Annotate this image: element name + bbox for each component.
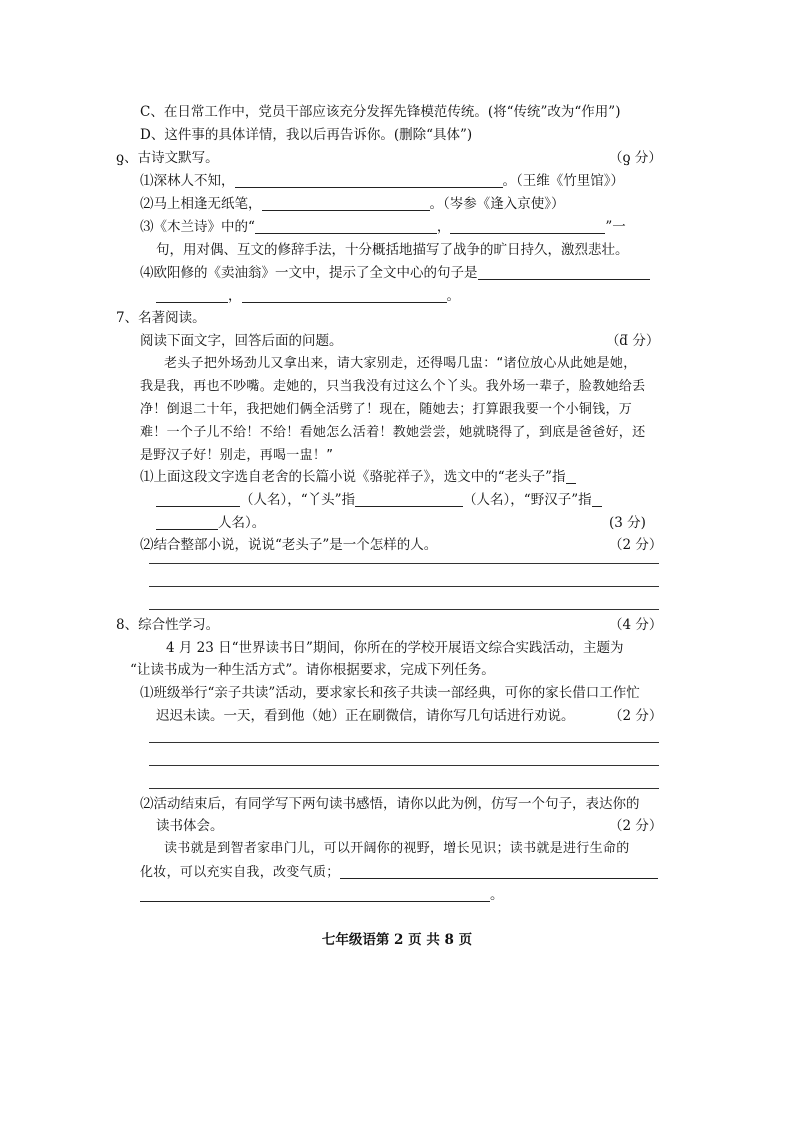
answer-blank[interactable] [156, 514, 218, 530]
q8-sub2-score: （2 分） [609, 818, 663, 834]
item-d: D、这件事的具体详情，我以后再告诉你。(删除“具体”) [140, 127, 473, 143]
q8-example-line3: 。 [140, 886, 504, 904]
q7-sub1-score: (3 分) [609, 515, 646, 531]
answer-line[interactable] [149, 742, 659, 743]
answer-blank[interactable] [235, 172, 503, 188]
answer-blank[interactable] [566, 468, 576, 484]
answer-blank[interactable] [156, 287, 228, 303]
answer-line[interactable] [149, 586, 659, 587]
answer-line[interactable] [149, 563, 659, 564]
answer-blank[interactable] [340, 863, 658, 879]
q8-sub1-score: （2 分） [609, 708, 663, 724]
q7-passage-line: 净！倒退二十年，我把她们俩全活劈了！现在，随她去；打算跟我要一个小铜钱，万 [140, 402, 633, 417]
q7-sub2-score: （2 分） [609, 537, 663, 553]
answer-line[interactable] [149, 765, 659, 766]
q8-example-line2: 化妆，可以充实自我，改变气质； [140, 863, 658, 882]
answer-blank[interactable] [262, 195, 430, 211]
q6-line3: ⑶《木兰诗》中的“ ， ”一 [140, 219, 626, 235]
q7-sub1-line1: ⑴上面这段文字选自老舍的长篇小说《骆驼祥子》，选文中的“老头子”指 [140, 468, 576, 486]
answer-line[interactable] [149, 609, 659, 610]
answer-blank[interactable] [156, 491, 240, 507]
q8-sub1-line2: 迟迟未读。一天，看到他（她）正在刷微信，请你写几句话进行劝说。 [156, 708, 575, 724]
answer-blank[interactable] [450, 218, 605, 234]
q6-line4-cont: ， 。 [156, 287, 460, 305]
q8-sub1-line1: ⑴班级举行“亲子共读”活动，要求家长和孩子共读一部经典，可你的家长借口工作忙 [140, 685, 640, 701]
q8-heading: 8、综合性学习。 [116, 617, 220, 633]
answer-blank[interactable] [478, 264, 650, 280]
q7-score: （ƌ 分） [606, 333, 660, 349]
q8-example-line1: 读书就是到智者家串门儿，可以开阔你的视野，增长见识；读书就是进行生命的 [164, 841, 630, 856]
answer-blank[interactable] [242, 287, 447, 303]
q7-sub1-line3: 人名）。 [156, 514, 265, 532]
q7-sub2: ⑵结合整部小说，说说“老头子”是一个怎样的人。 [140, 537, 438, 553]
q7-sub1-line2: （人名），“丫头”指 （人名），“野汉子”指 [156, 491, 602, 509]
item-c: C、在日常工作中，党员干部应该充分发挥先锋模范传统。(将“传统”改为“作用”) [140, 104, 621, 120]
q6-score: （ƍ 分） [609, 150, 662, 166]
q8-sub2-line2: 读书体会。 [156, 818, 224, 834]
q6-heading: ƍ、古诗文默写。 [116, 150, 219, 166]
answer-line[interactable] [149, 788, 659, 789]
q7-passage-line: 老头子把外场劲儿又拿出来，请大家别走，还得喝几盅：“诸位放心从此她是她， [164, 356, 637, 371]
q7-passage-line: 我是我，再也不吵嘴。走她的，只当我没有过这么个丫头。我外场一辈子，脸教她给丢 [140, 379, 646, 394]
q8-score: （4 分） [609, 617, 663, 633]
answer-blank[interactable] [140, 886, 490, 902]
q6-line4: ⑷欧阳修的《卖油翁》一文中，提示了全文中心的句子是 [140, 264, 650, 282]
q7-heading: 7、名著阅读。 [116, 310, 206, 326]
q7-passage-line: 难！一个子儿不给！不给！看她怎么活着！教她尝尝，她就晓得了，到底是爸爸好，还 [140, 425, 646, 440]
q7-intro: 阅读下面文字，回答后面的问题。 [140, 333, 343, 349]
q6-line2: ⑵马上相逢无纸笔， 。（岑参《逢入京使》） [140, 196, 565, 212]
q8-sub2-line1: ⑵活动结束后，有同学写下两句读书感悟，请你以此为例，仿写一个句子，表达你的 [140, 796, 640, 812]
q8-intro-line2: “让读书成为一种生活方式”。请你根据要求，完成下列任务。 [130, 662, 495, 678]
answer-blank[interactable] [592, 491, 602, 507]
q6-line1: ⑴深林人不知， 。（王维《竹里馆》） [140, 173, 624, 189]
q6-line3-cont: 句，用对偶、互文的修辞手法，十分概括地描写了战争的旷日持久，激烈悲壮。 [156, 242, 629, 258]
answer-blank[interactable] [355, 491, 463, 507]
q7-passage-line: 是野汉子好！别走，再喝一盅！” [140, 448, 334, 463]
answer-blank[interactable] [255, 218, 437, 234]
page-footer: 七年级语第 2 页 共 8 页 [321, 932, 473, 948]
q8-intro-line1: 4 月 23 日“世界读书日”期间，你所在的学校开展语文综合实践活动，主题为 [166, 640, 624, 656]
